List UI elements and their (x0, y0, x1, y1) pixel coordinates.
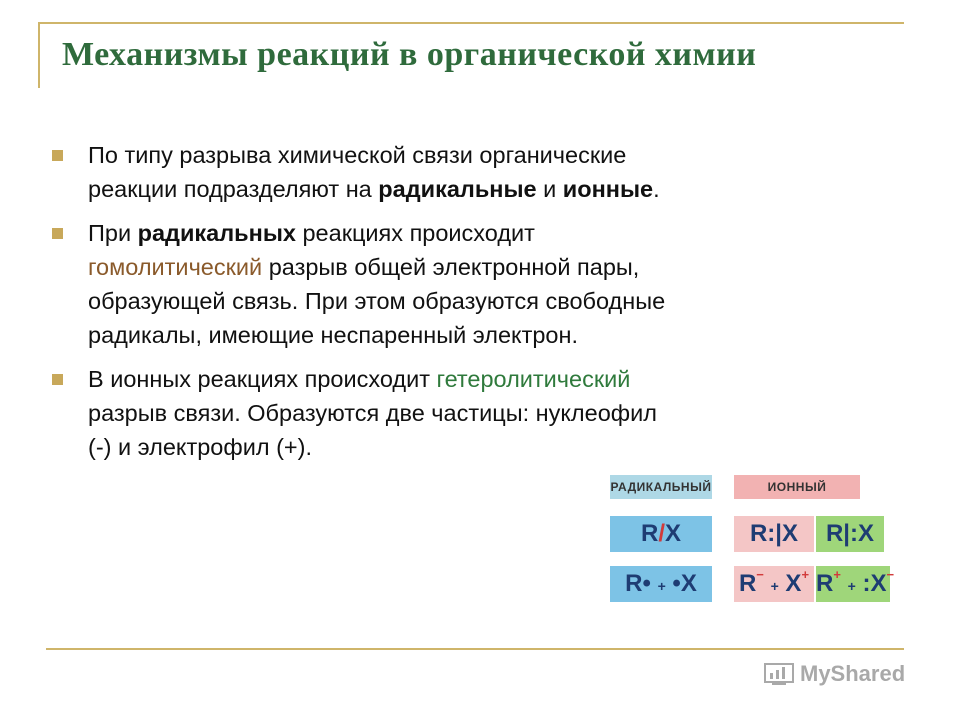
ionic-bond-box-1: R:|X (734, 516, 814, 552)
bullet-item: В ионных реакциях происходит гетеролитический разрыв связи. Образуются две частицы: нуклеофил (-) и электрофил (+). (50, 362, 910, 464)
bullet-list (50, 138, 910, 474)
radical-products-box: R• + •X (610, 566, 712, 602)
watermark (764, 656, 905, 692)
radical-bond-box: R/X (610, 516, 712, 552)
square-bullet-icon (52, 150, 63, 161)
homolytic-term: гомолитический (88, 254, 263, 280)
ionic-bond-box-2: R|:X (816, 516, 884, 552)
watermark-text: MyShared (800, 661, 906, 686)
slide-title: Механизмы реакций в органической химии (62, 36, 757, 73)
bullet-item: При радикальных реакциях происходит гомолитический разрыв общей электронной пары, образующей связь. При этом образуются свободные радикалы, имеющие неспаренный электрон. (50, 216, 910, 352)
top-rule (38, 22, 904, 24)
chart-icon (764, 662, 794, 686)
bullet-item: По типу разрыва химической связи органические реакции подразделяют на радикальные и ионные. (50, 138, 910, 206)
ionic-header: ИОННЫЙ (734, 475, 860, 499)
bond-cleavage-diagram (610, 470, 910, 620)
square-bullet-icon (52, 374, 63, 385)
left-rule (38, 22, 40, 88)
ionic-products-box-2: R+ + :X− (816, 566, 890, 602)
bottom-rule (46, 648, 904, 650)
square-bullet-icon (52, 228, 63, 239)
heterolytic-term: гетеролитический (436, 366, 631, 392)
radical-header: РАДИКАЛЬНЫЙ (610, 475, 712, 499)
ionic-products-box-1: R− + X+ (734, 566, 814, 602)
